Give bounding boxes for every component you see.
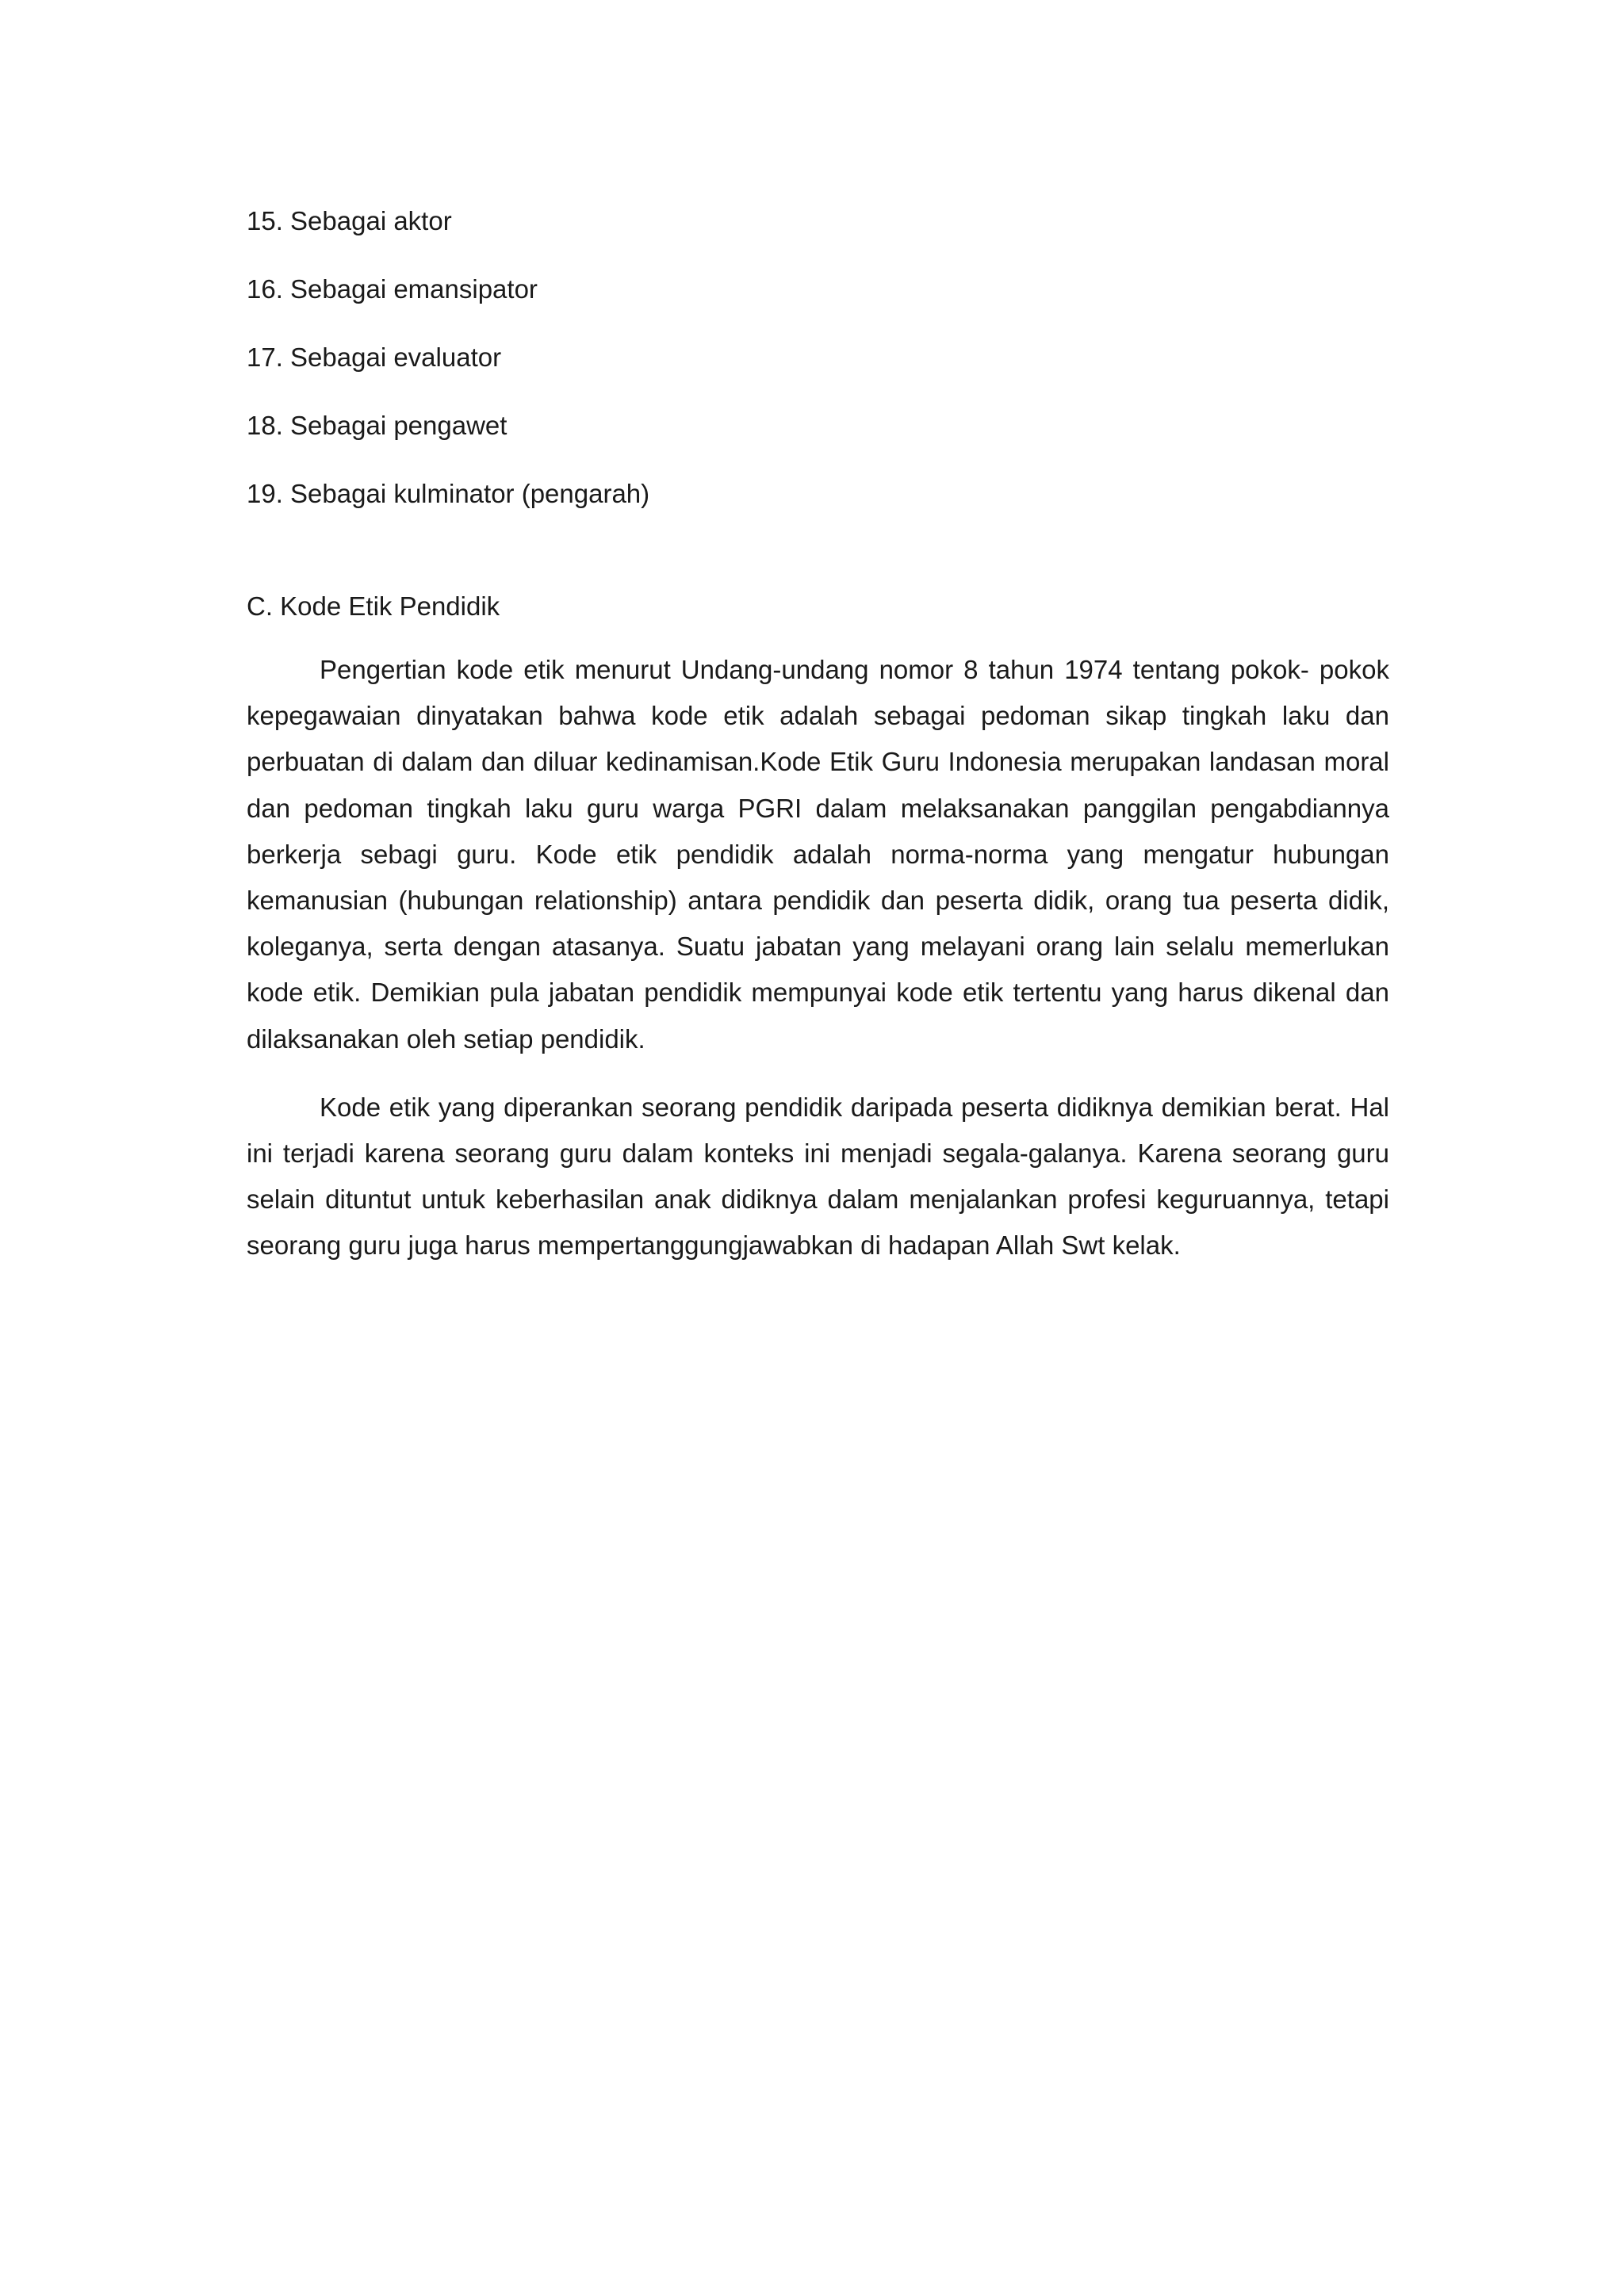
list-item-19: 19. Sebagai kulminator (pengarah) bbox=[247, 479, 650, 508]
list-item-16: 16. Sebagai emansipator bbox=[247, 274, 538, 304]
list-item-17: 17. Sebagai evaluator bbox=[247, 342, 502, 372]
paragraph-1: Pengertian kode etik menurut Undang-undang nomor 8 tahun 1974 tentang pokok- pokok kepegawaian dinyatakan bahwa kode etik adalah sebagai pedoman sikap tingkah laku dan perbuatan di dalam dan diluar kedinamisan.Kode Etik Guru Indonesia merupakan landasan moral dan pedoman tingkah laku guru warga PGRI dalam melaksanakan panggilan pengabdiannya berkerja sebagi guru. Kode etik pendidik adalah norma-norma yang mengatur hubungan kemanusian (hubungan relationship) antara pendidik dan peserta didik, orang tua peserta didik, koleganya, serta dengan atasanya. Suatu jabatan yang melayani orang lain selalu memerlukan kode etik. Demikian pula jabatan pendidik mempunyai kode etik tertentu yang harus dikenal dan dilaksanakan oleh setiap pendidik. bbox=[247, 655, 1389, 1054]
page-content bbox=[247, 198, 1389, 1292]
paragraph-2: Kode etik yang diperankan seorang pendidik daripada peserta didiknya demikian berat. Hal ini terjadi karena seorang guru dalam konteks ini menjadi segala-galanya. Karena seorang guru selain dituntut untuk keberhasilan anak didiknya dalam menjalankan profesi keguruannya, tetapi seorang guru juga harus mempertanggungjawabkan di hadapan Allah Swt kelak. bbox=[247, 1092, 1389, 1261]
list-item-15: 15. Sebagai aktor bbox=[247, 206, 452, 235]
section-heading: C. Kode Etik Pendidik bbox=[247, 591, 500, 621]
list-item-18: 18. Sebagai pengawet bbox=[247, 411, 508, 440]
